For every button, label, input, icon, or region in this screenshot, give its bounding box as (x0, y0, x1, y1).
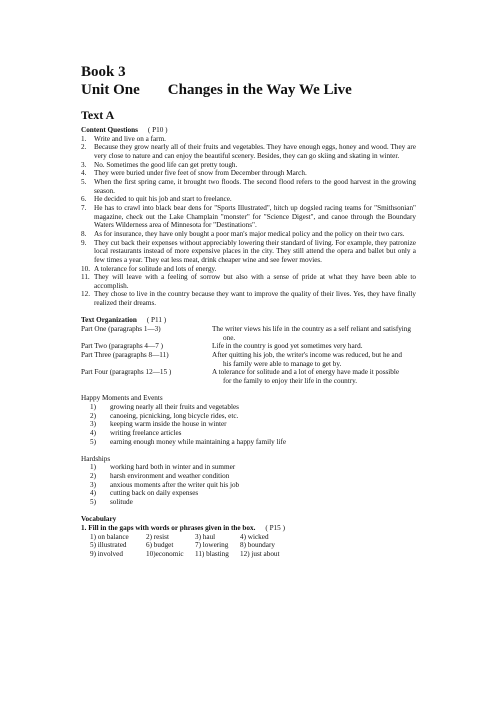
vocabulary-answer: 5) illustrated (90, 541, 127, 550)
item-text: He has to crawl into black bear dens for "Sports Illustrated", hitch up dogsled racing teams for "Smithsonian" magazine, check out the Lake Champlain "monster" for "Science Digest", and canoe through the Boundary Waters Wilderness area of Minnesota for "Destinations". (94, 203, 416, 230)
part-line: for the family to enjoy their life in the country. (223, 376, 358, 385)
content-question-item (81, 265, 416, 274)
item-number: 2. (81, 143, 87, 152)
text-organization-list (81, 325, 416, 386)
item-number: 5) (90, 437, 96, 446)
list-item (81, 498, 416, 507)
content-question-item (81, 195, 416, 204)
item-number: 10. (81, 264, 90, 273)
organization-part (81, 351, 416, 368)
content-question-item (81, 178, 416, 195)
item-text: They chose to live in the country because they want to improve the quality of their lives. Yes, they have finally realized their dreams. (94, 290, 416, 308)
organization-part (81, 342, 416, 351)
item-number: 1) (90, 463, 96, 472)
vocabulary-heading: Vocabulary (81, 515, 117, 524)
part-description (212, 342, 416, 351)
item-text: They were buried under five feet of snow from December through March. (94, 169, 307, 178)
part-label: Part Two (paragraphs 4—7 ) (81, 342, 163, 351)
part-line: A tolerance for solitude and a lot of energy have made it possible (212, 368, 400, 377)
item-text: No. Sometimes the good life can get pretty tough. (94, 160, 238, 169)
hardships-heading: Hardships (81, 454, 111, 463)
list-item (81, 420, 416, 429)
content-questions-heading: Content Questions ( P10 ) (81, 126, 168, 134)
unit-number: Unit One (81, 82, 140, 98)
item-number: 12. (81, 290, 90, 299)
vocabulary-answer: 7) lowering (195, 541, 229, 550)
item-number: 7. (81, 203, 87, 212)
item-text: As for insurance, they have only bought a poor man's major medical policy and the policy on their two cars. (94, 229, 405, 238)
item-text: earning enough money while maintaining a happy family life (110, 437, 287, 446)
content-question-item (81, 161, 416, 170)
happy-moments-list (81, 403, 416, 446)
content-question-item (81, 135, 416, 144)
item-number: 3) (90, 420, 96, 429)
vocabulary-answer: 10)economic (146, 549, 184, 558)
happy-moments-heading: Happy Moments and Events (81, 394, 163, 403)
list-item (81, 463, 416, 472)
content-question-item (81, 143, 416, 160)
item-number: 2) (90, 472, 96, 481)
content-body (81, 126, 416, 559)
vocabulary-answer: 9) involved (90, 549, 123, 558)
content-question-item (81, 230, 416, 239)
text-organization-heading: Text Organization ( P11 ) (81, 316, 167, 325)
item-text: growing nearly all their fruits and vegetables (110, 402, 239, 411)
content-questions-list (81, 135, 416, 308)
list-item (81, 429, 416, 438)
content-question-item (81, 290, 416, 307)
item-text: canoeing, picnicking, long bicycle rides, etc. (110, 411, 239, 420)
item-number: 8. (81, 229, 87, 238)
vocabulary-answer: 1) on balance (90, 532, 129, 541)
item-text: Because they grow nearly all of their fruits and vegetables. They have enough eggs, honey and wood. They are very close to nature and can enjoy the beautiful scenery. Besides, they can go skiing and skating in winter. (94, 143, 416, 160)
content-question-item (81, 169, 416, 178)
vocabulary-answer: 6) budget (146, 541, 174, 550)
part-label: Part One (paragraphs 1—3) (81, 325, 161, 334)
item-text: cutting back on daily expenses (110, 489, 199, 498)
vocabulary-answer: 11) blasting (195, 549, 229, 558)
part-line: After quitting his job, the writer's income was reduced, but he and (212, 351, 402, 359)
part-description (212, 325, 416, 342)
vocabulary-answers (81, 533, 416, 559)
item-text: harsh environment and weather condition (110, 472, 230, 481)
item-number: 5) (90, 498, 96, 507)
part-line: The writer views his life in the country as a self reliant and satisfying (212, 325, 411, 334)
item-text: Write and live on a farm. (94, 134, 166, 143)
vocabulary-exercise-heading: 1. Fill in the gaps with words or phrases given in the box. ( P15 ) (81, 523, 285, 532)
item-number: 4) (90, 489, 96, 498)
vocabulary-answer: 12) just about (240, 549, 280, 558)
content-question-item (81, 204, 416, 230)
text-title: Text A (81, 108, 115, 122)
item-number: 9. (81, 238, 87, 247)
organization-part (81, 325, 416, 342)
content-question-item (81, 273, 416, 290)
item-number: 4) (90, 428, 96, 437)
part-description (212, 351, 416, 368)
list-item (81, 403, 416, 412)
hardships-list (81, 463, 416, 506)
list-item (81, 412, 416, 421)
item-text: anxious moments after the writer quit his job (110, 480, 240, 489)
part-line: one. (223, 333, 236, 342)
part-description (212, 368, 416, 385)
organization-part (81, 368, 416, 385)
list-item (81, 481, 416, 490)
item-text: working hard both in winter and in summer (110, 463, 236, 472)
unit-title: Changes in the Way We Live (167, 82, 352, 98)
vocabulary-answer: 8) boundary (240, 541, 275, 550)
item-text: keeping warm inside the house in winter (110, 420, 227, 429)
vocabulary-answer: 4) wicked (240, 532, 269, 541)
item-number: 6. (81, 195, 87, 204)
part-line: his family were able to manage to get by. (223, 359, 342, 368)
item-number: 11. (81, 273, 90, 282)
vocabulary-row (81, 541, 416, 550)
list-item (81, 438, 416, 447)
part-label: Part Three (paragraphs 8—11) (81, 351, 169, 359)
vocabulary-row (81, 533, 416, 542)
content-question-item (81, 239, 416, 265)
item-text: They cut back their expenses without appreciably lowering their standard of living. For example, they patronize local restaurants instead of more expensive places in the city. They still attend the opera and ballet but only a few times a year. They eat less meat, drink cheaper wine and see fewer movies. (94, 238, 416, 264)
part-label: Part Four (paragraphs 12—15 ) (81, 368, 172, 377)
item-number: 3) (90, 480, 96, 489)
item-text: When the first spring came, it brought two floods. The second flood refers to the good harvest in the growing season. (94, 177, 416, 195)
item-text: solitude (110, 498, 133, 507)
vocabulary-answer: 3) haul (195, 532, 216, 541)
vocabulary-answer: 2) resist (146, 532, 169, 541)
item-number: 3. (81, 160, 87, 169)
part-line: Life in the country is good yet sometimes very hard. (212, 342, 363, 351)
item-text: He decided to quit his job and start to freelance. (94, 195, 232, 204)
item-text: They will leave with a feeling of sorrow but also with a sense of pride at what they have been able to accomplish. (94, 273, 416, 290)
unit-heading (81, 82, 352, 99)
item-number: 5. (81, 177, 87, 186)
item-text: writing freelance articles (110, 428, 182, 437)
item-number: 2) (90, 411, 96, 420)
list-item (81, 472, 416, 481)
book-title: Book 3 (81, 64, 126, 80)
item-text: A tolerance for solitude and lots of energy. (94, 264, 217, 273)
item-number: 1. (81, 134, 87, 143)
list-item (81, 489, 416, 498)
vocabulary-row (81, 550, 416, 559)
item-number: 1) (90, 402, 96, 411)
item-number: 4. (81, 169, 87, 178)
